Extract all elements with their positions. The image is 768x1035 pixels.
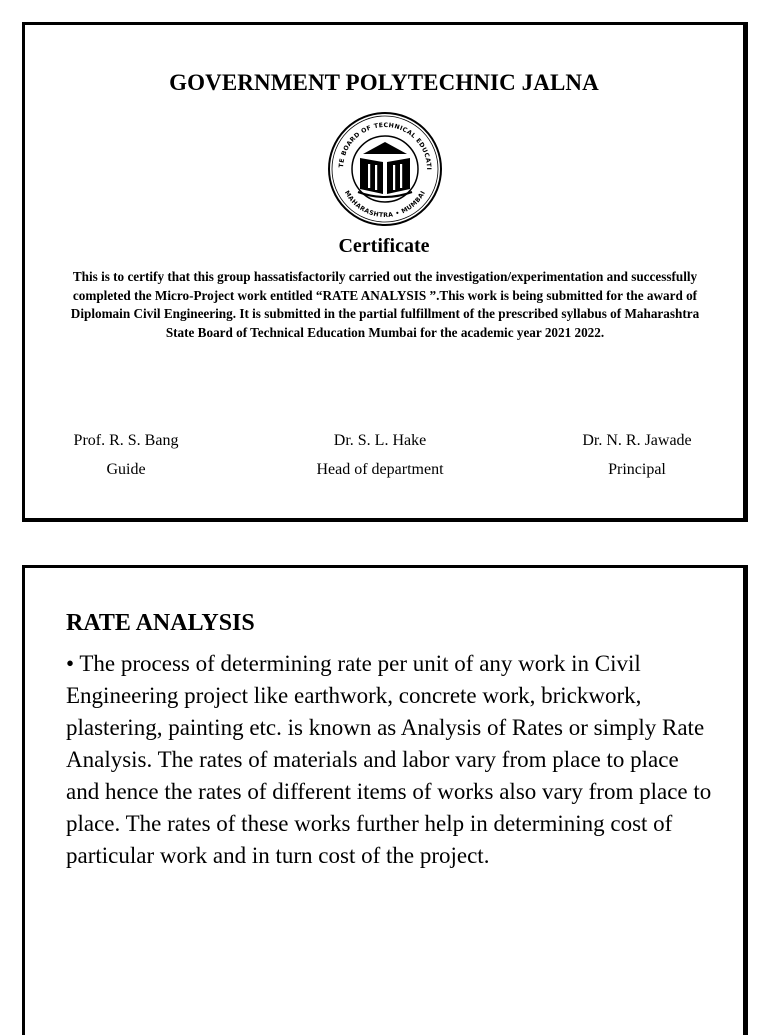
svg-text:STATE BOARD OF TECHNICAL EDUCA xyxy=(326,110,432,170)
signatory-name: Prof. R. S. Bang xyxy=(73,432,179,449)
certificate-body: This is to certify that this group hassatisfactorily carried out the investigation/experimentation and successfully completed the Micro-Project work entitled “RATE ANALYSIS ”.This work is being submitted for the award of Diplomain Civil Engineering. It is submitted in the partial fulfillment of the prescribed syllabus of Maharashtra State Board of Technical Education Mumbai for the academic year 2021 2022. xyxy=(70,269,700,340)
certificate-page xyxy=(22,22,748,522)
svg-text:MAHARASHTRA • MUMBAI xyxy=(343,190,427,219)
rate-analysis-paragraph: • The process of determining rate per unit of any work in Civil Engineering project like earthwork, concrete work, brickwork, plastering, painting etc. is known as Analysis of Rates or simply Rate Analysis. The rates of materials and labor vary from place to place and hence the rates of different items of works also vary from place to place. The rates of these works further help in determining cost of particular work and in turn cost of the project. xyxy=(66,651,712,868)
signatory-head-of-department xyxy=(305,426,455,484)
signatory-role: Principal xyxy=(608,461,666,478)
msbte-seal-icon xyxy=(326,110,444,228)
seal-bottom-text: MAHARASHTRA • MUMBAI xyxy=(342,189,428,220)
institution-title: GOVERNMENT POLYTECHNIC JALNA xyxy=(169,70,599,95)
rate-analysis-heading: RATE ANALYSIS xyxy=(66,610,255,636)
seal-top-text: TE BOARD OF TECHNICAL EDUCATI xyxy=(337,121,433,171)
signatory-role: Guide xyxy=(106,461,146,478)
signatory-name: Dr. S. L. Hake xyxy=(333,432,427,449)
signatory-role: Head of department xyxy=(316,461,444,478)
certificate-heading: Certificate xyxy=(338,235,430,257)
signatory-name: Dr. N. R. Jawade xyxy=(582,432,692,449)
rate-analysis-page xyxy=(22,565,748,1035)
signatory-guide xyxy=(65,426,187,484)
signatory-principal xyxy=(571,426,703,484)
